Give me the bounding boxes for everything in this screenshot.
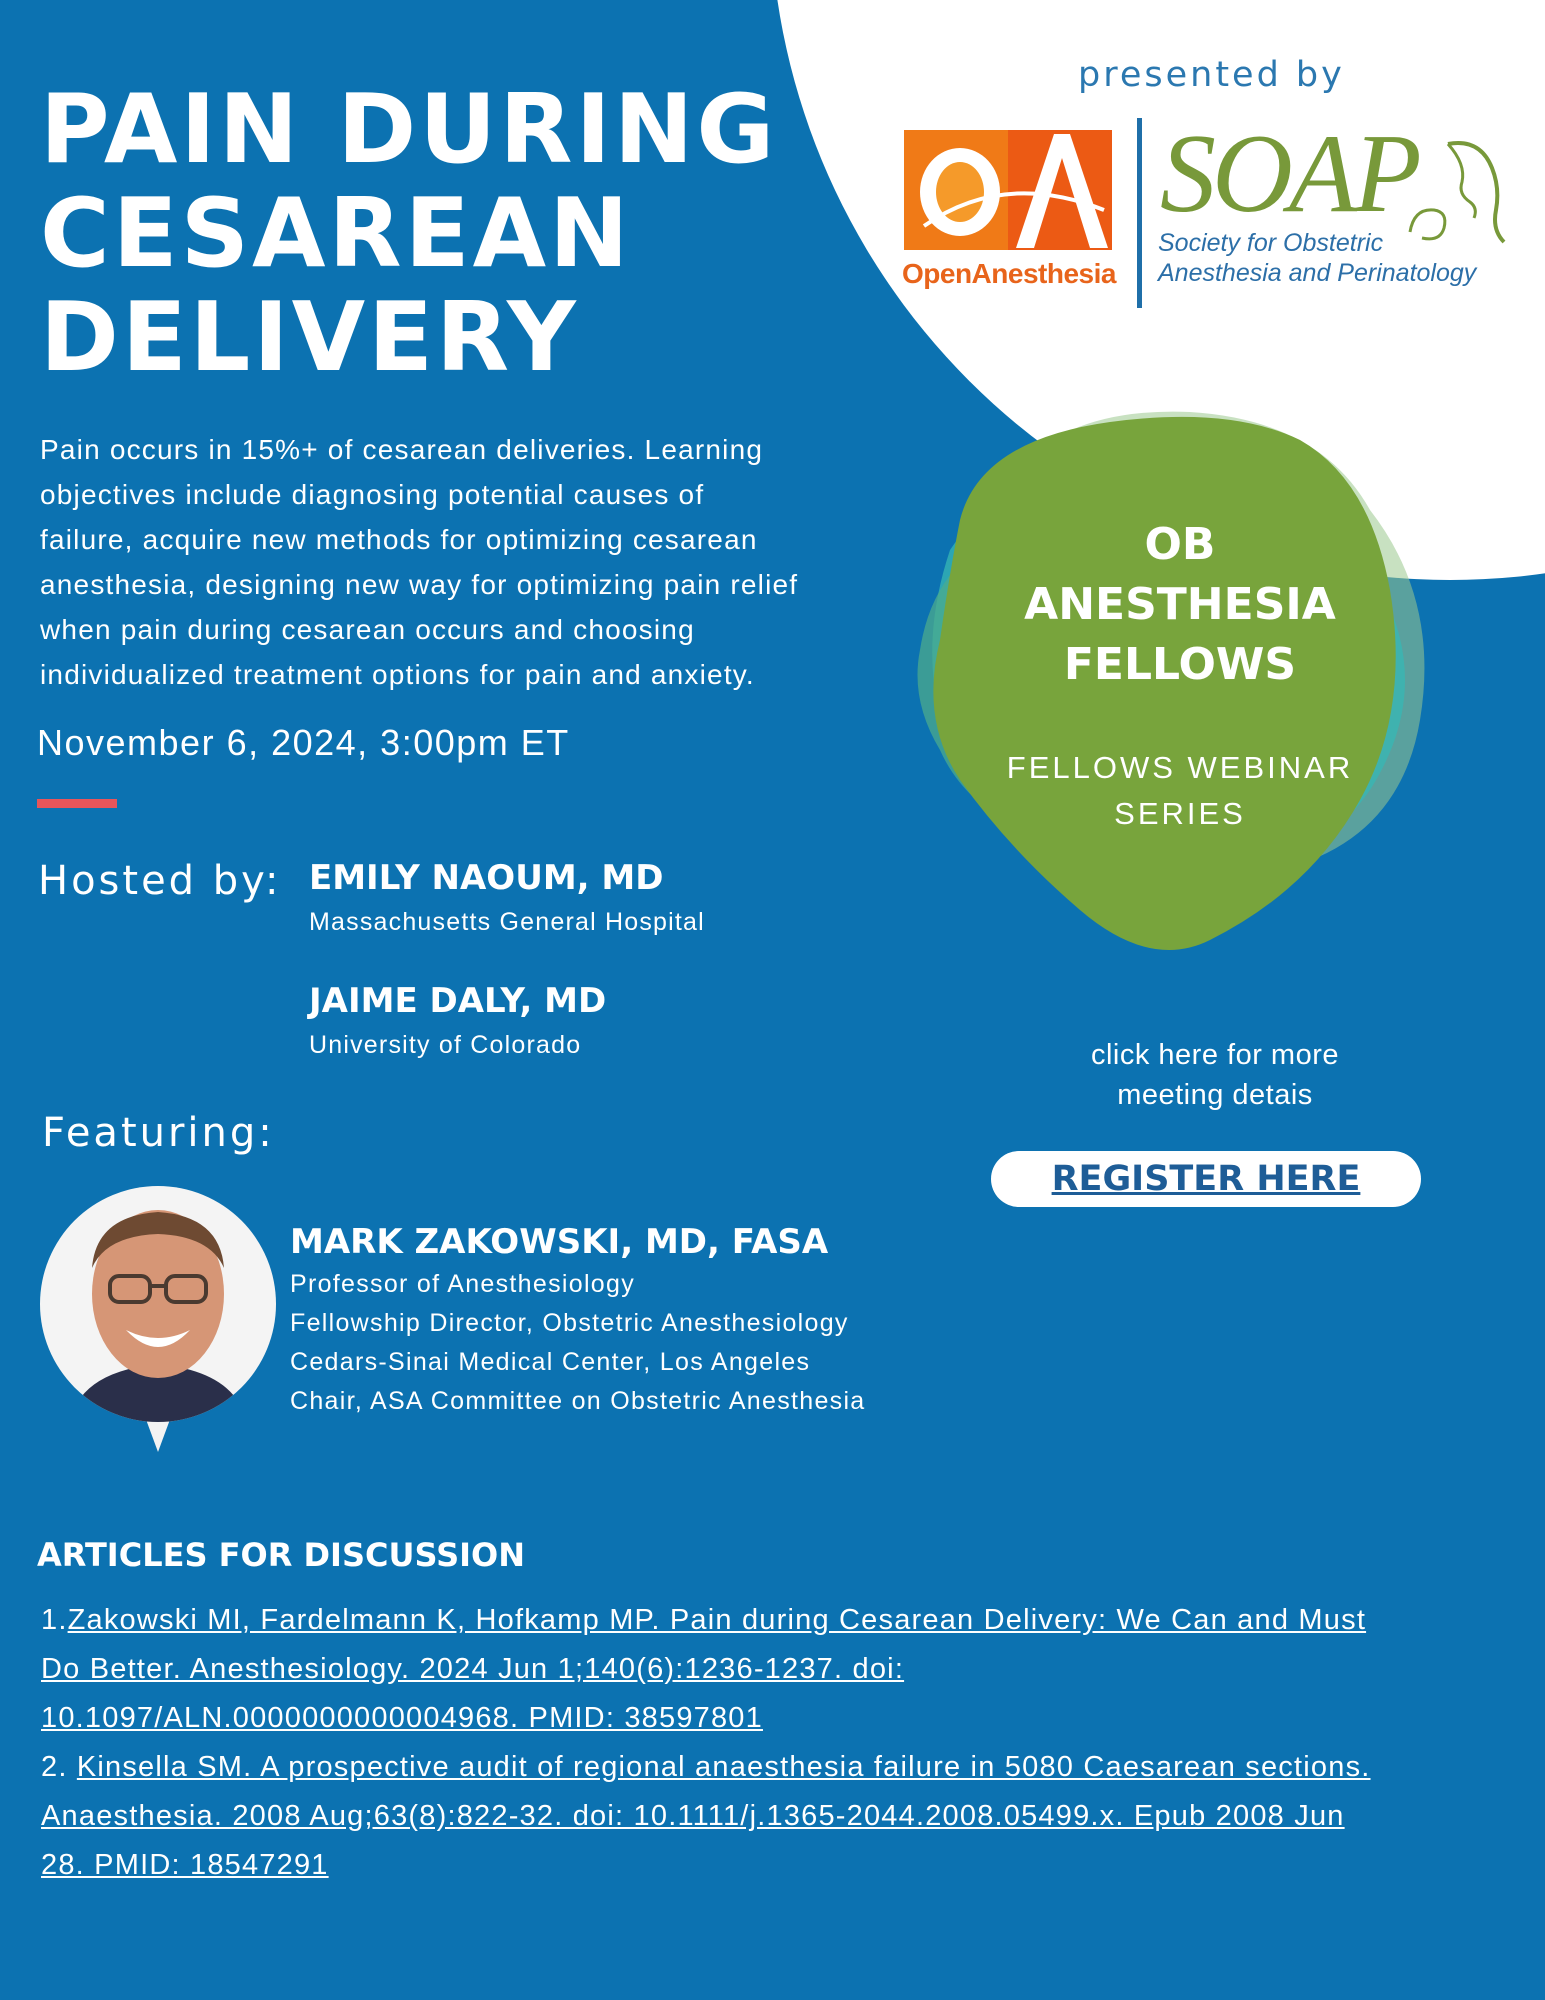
host-name-2: JAIME DALY, MD <box>309 981 607 1021</box>
soap-subtitle-line1: Society for Obstetric <box>1158 229 1384 257</box>
article-1-link[interactable]: Do Better. Anesthesiology. 2024 Jun 1;140(6):1236-1237. doi: <box>41 1653 905 1685</box>
openanesthesia-label: OpenAnesthesia <box>902 258 1116 289</box>
page-title <box>40 75 778 393</box>
description-text <box>40 427 910 697</box>
host-name-1: EMILY NAOUM, MD <box>309 858 664 898</box>
article-1-line <box>41 1596 1511 1645</box>
badge-title-line: OB <box>1144 519 1216 570</box>
meeting-details-line: click here for more <box>1090 1039 1339 1071</box>
speaker-credentials <box>290 1265 866 1421</box>
article-1-link[interactable]: Zakowski MI, Fardelmann K, Hofkamp MP. Pain during Cesarean Delivery: We Can and Must <box>67 1604 1367 1636</box>
title-line2: CESAREAN <box>40 179 632 289</box>
articles-list <box>41 1596 1511 1890</box>
article-2-link[interactable]: Kinsella SM. A prospective audit of regional anaesthesia failure in 5080 Caesarean sections. <box>76 1751 1371 1783</box>
article-2-link[interactable]: 28. PMID: 18547291 <box>41 1849 329 1881</box>
article-2-line <box>41 1792 1511 1841</box>
article-1-line <box>41 1645 1511 1694</box>
meeting-details-link[interactable] <box>1040 1035 1390 1115</box>
speaker-credential-line: Professor of Anesthesiology <box>290 1270 635 1298</box>
speaker-credential-line: Fellowship Director, Obstetric Anesthesiology <box>290 1309 849 1337</box>
articles-title: ARTICLES FOR DISCUSSION <box>37 1536 525 1574</box>
badge-title-line: FELLOWS <box>1063 639 1297 690</box>
description-line: Pain occurs in 15%+ of cesarean deliveries. Learning <box>40 434 764 465</box>
badge-title <box>960 515 1400 695</box>
speaker-credential-line: Chair, ASA Committee on Obstetric Anesthesia <box>290 1387 866 1415</box>
host-affiliation-2: University of Colorado <box>309 1031 582 1059</box>
meeting-details-line: meeting detais <box>1117 1079 1313 1111</box>
title-line3: DELIVERY <box>40 283 579 393</box>
article-2-line <box>41 1841 1511 1890</box>
speaker-name: MARK ZAKOWSKI, MD, FASA <box>290 1222 829 1262</box>
accent-divider <box>37 799 117 808</box>
badge-subtitle-line: SERIES <box>1114 796 1246 831</box>
presented-by-label: presented by <box>1078 55 1345 95</box>
speaker-credential-line: Cedars-Sinai Medical Center, Los Angeles <box>290 1348 811 1376</box>
article-2-line <box>41 1743 1511 1792</box>
badge-title-line: ANESTHESIA <box>1024 579 1336 630</box>
title-line1: PAIN DURING <box>40 75 778 185</box>
description-line: objectives include diagnosing potential causes of <box>40 479 705 510</box>
logo-divider <box>1137 118 1142 308</box>
article-1-line <box>41 1694 1511 1743</box>
speaker-photo-avatar <box>40 1186 276 1422</box>
host-affiliation-1: Massachusetts General Hospital <box>309 908 705 936</box>
description-line: individualized treatment options for pain and anxiety. <box>40 659 755 690</box>
article-1-link[interactable]: 10.1097/ALN.0000000000004968. PMID: 38597801 <box>41 1702 763 1734</box>
description-line: when pain during cesarean occurs and choosing <box>40 614 695 645</box>
hosted-by-label: Hosted by: <box>38 858 282 904</box>
soap-subtitle-line2: Anesthesia and Perinatology <box>1158 259 1477 287</box>
featuring-label: Featuring: <box>42 1110 275 1156</box>
article-number: 2. <box>41 1751 77 1783</box>
event-date: November 6, 2024, 3:00pm ET <box>37 722 570 763</box>
article-2-link[interactable]: Anaesthesia. 2008 Aug;63(8):822-32. doi: 10.1111/j.1365-2044.2008.05499.x. Epub 2008 Jun <box>41 1800 1345 1832</box>
openanesthesia-logo-icon <box>904 130 1112 250</box>
soap-subtitle <box>1158 228 1476 288</box>
register-button[interactable]: REGISTER HERE <box>991 1151 1421 1207</box>
soap-logo-title: SOAP <box>1160 112 1418 236</box>
description-line: failure, acquire new methods for optimizing cesarean <box>40 524 758 555</box>
description-line: anesthesia, designing new way for optimizing pain relief <box>40 569 799 600</box>
article-number: 1. <box>41 1604 68 1636</box>
badge-subtitle <box>960 745 1400 837</box>
badge-subtitle-line: FELLOWS WEBINAR <box>1006 750 1354 785</box>
